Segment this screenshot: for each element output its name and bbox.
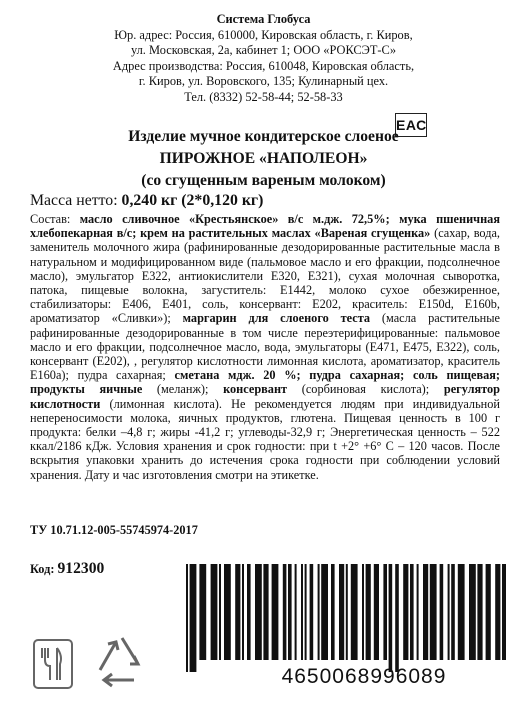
barcode-bar: [410, 564, 414, 660]
net-mass-label: Масса нетто:: [30, 192, 118, 209]
barcode-bar: [469, 564, 476, 660]
legal-address-line2: ул. Московская, 2а, кабинет 1; ООО «РОКСЭТ-С»: [130, 43, 397, 58]
barcode-bar: [458, 564, 465, 660]
barcode-bar: [295, 564, 297, 660]
barcode-bar: [288, 564, 292, 660]
product-code-label: Код:: [30, 562, 55, 576]
barcode-bar: [242, 564, 244, 660]
barcode-bar: [219, 564, 221, 660]
barcode-bar: [190, 564, 197, 672]
product-code-value: 912300: [57, 560, 105, 577]
composition-prefix: Состав:: [30, 212, 80, 226]
recycling-icon: [100, 638, 138, 686]
barcode-bar: [423, 564, 428, 660]
icons-svg: [30, 630, 180, 692]
barcode-bar: [389, 564, 393, 672]
production-address-line1: Адрес производства: Россия, 610048, Кировская область,: [112, 58, 415, 73]
barcode-bar: [362, 564, 364, 660]
composition-bold-5: консервант: [223, 382, 288, 397]
composition-bold-2: маргарин для слоеного теста: [182, 311, 371, 326]
composition-text-2: (масла растительные рафинированные дезодорированные в том числе переэтерифицированные: пальмовое масло и его фракции, подсолнечное масло, вода, эмульгаторы (Е471, Е475, Е322), соль, консервант (Е202), , регулятор кислотности лимонная кислота, ароматизатор, краситель Е160а); пудра сахарная;: [30, 311, 500, 383]
product-code: [30, 560, 104, 578]
barcode-bar: [403, 564, 408, 660]
composition-text-4: (сорбиновая кислота);: [287, 382, 444, 397]
barcode-bar: [366, 564, 371, 660]
composition-bold-4: соль пищевая; продукты яичные: [30, 368, 500, 397]
barcode-bar: [224, 564, 231, 660]
phone-line: Тел. (8332) 52-58-44; 52-58-33: [184, 89, 343, 104]
eac-mark: ЕАС: [395, 113, 427, 137]
product-type: Изделие мучное кондитерское слоеное: [128, 128, 399, 145]
label-header: [0, 12, 527, 106]
barcode-bar: [199, 564, 206, 660]
barcode: [184, 564, 510, 672]
product-name: ПИРОЖНОЕ «НАПОЛЕОН»: [159, 150, 368, 167]
barcode-bar: [346, 564, 348, 660]
barcode-bar: [374, 564, 379, 660]
barcode-bar: [186, 564, 188, 672]
barcode-bar: [310, 564, 314, 660]
company-name: Система Глобуса: [216, 12, 311, 26]
legal-address-line1: Юр. адрес: Россия, 610000, Кировская область, г. Киров,: [114, 27, 413, 42]
barcode-bar: [211, 564, 218, 660]
barcode-number: 4650068996089: [281, 665, 447, 688]
barcode-bar: [255, 564, 262, 660]
barcode-bar: [440, 564, 444, 660]
composition-text-5: (лимонная кислота). Не рекомендуется людям при индивидуальной непереносимости молока, яичных продуктов, глютена. Пищевая ценность в 100 г продукта: белки –4,8 г; жиры -41,2 г; углеводы-32,9 г; Энергетическая ценность – 522 ккал/2186 кДж. Условия хранения и срок годности: при t +2° +6° С – 120 часов. После вскрытия упаковки хранить до истечения срока годности при соблюдении условий хранения. Дату и час изготовления смотри на этикетке.: [30, 396, 500, 482]
composition-bold-6: регулятор кислотности: [30, 382, 500, 411]
barcode-bar: [383, 564, 387, 660]
composition-bold-3: сметана мдж. 20 %; пудра сахарная;: [174, 368, 405, 383]
barcode-bar: [395, 564, 399, 672]
tech-spec: ТУ 10.71.12-005-55745974-2017: [30, 523, 198, 537]
barcode-bar: [486, 564, 491, 660]
barcode-bar: [318, 564, 320, 660]
net-mass: [30, 192, 263, 210]
composition-space: [404, 368, 413, 382]
barcode-bar: [301, 564, 303, 660]
barcode-bar: [417, 564, 419, 660]
barcode-bar: [272, 564, 279, 660]
food-contact-icon: [34, 640, 72, 688]
barcode-bar: [502, 564, 506, 660]
composition-text-1: (сахар, вода, заменитель молочного жира (рафинированные дезодорированные растительные масла в натуральном и модифицированном виде (пальмовое масло и его фракции, подсолнечное масло), эмульгатор Е322, антиокислители Е320, Е321), сухая молочная сыворотка, патока, пищевые волокна, загуститель: Е1442, молоко сухое обезжиренное, стабилизаторы: Е406, Е401, соль, консервант: Е202, краситель: Е150d, Е160b, ароматизатор «Сливки»);: [30, 226, 500, 326]
composition-bold-1: масло сливочное «Крестьянское» в/с м.дж. 72,5%; мука пшеничная хлебопекарная в/с; крем на растительных маслах «Вареная сгущенка»: [30, 212, 500, 241]
barcode-bar: [430, 564, 437, 660]
barcode-bar: [339, 564, 344, 660]
barcode-bar: [451, 564, 455, 660]
composition-text: [30, 212, 500, 482]
production-address-line2: г. Киров, ул. Воровского, 135; Кулинарный цех.: [138, 74, 389, 89]
barcode-bar: [321, 564, 328, 660]
barcode-bar: [235, 564, 240, 660]
barcode-bar: [305, 564, 307, 660]
barcode-bar: [263, 564, 268, 660]
barcode-bar: [247, 564, 251, 660]
barcode-bar: [477, 564, 482, 660]
barcode-bar: [331, 564, 335, 660]
product-variant: (со сгущенным вареным молоком): [141, 172, 386, 189]
barcode-bar: [448, 564, 450, 660]
barcode-bar: [495, 564, 500, 660]
net-mass-value: 0,240 кг (2*0,120 кг): [121, 192, 264, 209]
composition-text-3: (меланж);: [142, 382, 224, 397]
package-icons: [30, 630, 180, 697]
barcode-bar: [283, 564, 287, 660]
barcode-bar: [351, 564, 358, 660]
